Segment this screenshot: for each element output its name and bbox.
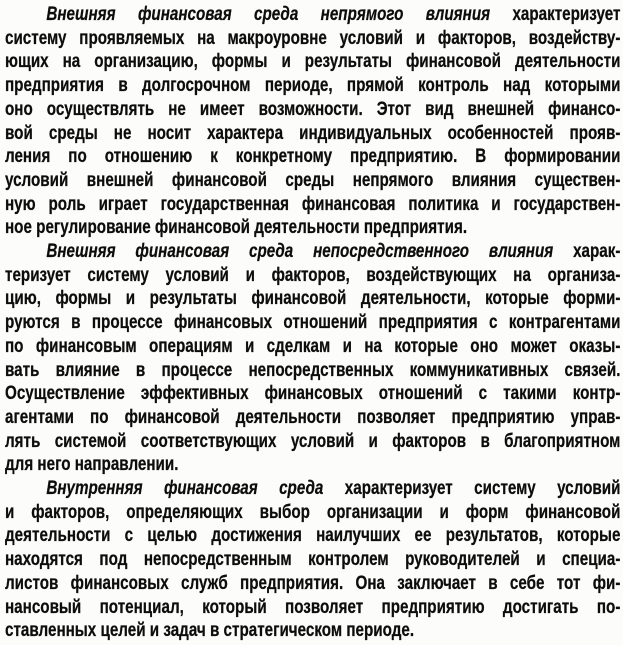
text-line xyxy=(5,524,620,548)
text-line xyxy=(5,145,620,169)
text-segment: характеризует xyxy=(490,3,621,25)
text-segment: деятельности с целью достижения наилучших ее результатов, которые xyxy=(5,524,621,547)
paragraph xyxy=(5,477,620,643)
text-segment: вой среды не носит характера индивидуальных особенностей прояв- xyxy=(5,121,621,144)
text-line xyxy=(5,430,620,454)
text-segment: лять системой соответствующих условий и факторов в благоприятном xyxy=(5,429,621,452)
text-line xyxy=(5,216,620,240)
text-line xyxy=(5,287,620,311)
text-segment: условий внешней финансовой среды непрямого влияния существен- xyxy=(5,168,621,191)
paragraph xyxy=(5,240,620,477)
text-line xyxy=(5,548,620,572)
text-line xyxy=(5,596,620,620)
text-line xyxy=(5,501,620,525)
text-segment: ное регулирование финансовой деятельности предприятия. xyxy=(5,216,468,239)
text-line xyxy=(5,50,620,74)
text-line xyxy=(5,122,620,146)
text-line xyxy=(5,335,620,359)
text-segment: агентами по финансовой деятельности позволяет предприятию управ- xyxy=(5,405,621,428)
text-line xyxy=(5,264,620,288)
text-line xyxy=(5,477,620,501)
paragraph xyxy=(5,3,620,240)
text-line xyxy=(5,98,620,122)
text-line xyxy=(5,453,620,477)
text-segment: по финансовым операциям и сделкам и на которые оно может оказы- xyxy=(5,334,621,357)
text-line xyxy=(5,27,620,51)
text-segment: вать влияние в процессе непосредственных коммуникативных связей. xyxy=(5,358,621,381)
text-segment-italic: Внутренняя финансовая среда xyxy=(46,477,324,500)
text-segment: ющих на организацию, формы и результаты финансовой деятельности xyxy=(5,50,621,73)
text-segment: ставленных целей и задач в стратегическом периоде. xyxy=(5,619,415,642)
text-line xyxy=(5,169,620,193)
text-line xyxy=(5,3,620,27)
text-segment-italic: Внешняя финансовая среда непосредственного влияния xyxy=(46,240,554,263)
text-segment: и факторов, определяющих выбор организации и форм финансовой xyxy=(5,500,621,523)
text-segment: харак- xyxy=(553,240,621,263)
text-segment: листов финансовых служб предприятия. Она заключает в себе тот фи- xyxy=(5,571,621,594)
text-segment: характеризует систему условий xyxy=(323,477,621,500)
text-block xyxy=(5,3,620,643)
text-segment: ления по отношению к конкретному предприятию. В формировании xyxy=(5,145,621,168)
text-line xyxy=(5,619,620,643)
text-line xyxy=(5,572,620,596)
text-segment: нансовый потенциал, который позволяет предприятию достигать по- xyxy=(5,595,621,618)
text-segment: оно осуществлять не имеет возможности. Этот вид внешней финансо- xyxy=(5,97,621,120)
text-segment: предприятия в долгосрочном периоде, прямой контроль над которыми xyxy=(5,74,621,97)
text-segment: цию, формы и результаты финансовой деятельности, которые форми- xyxy=(5,287,621,310)
text-line xyxy=(5,359,620,383)
text-segment: ную роль играет государственная финансовая политика и государствен- xyxy=(5,192,621,215)
text-line xyxy=(5,193,620,217)
text-segment: теризует систему условий и факторов, воздействующих на организа- xyxy=(5,263,621,286)
text-line xyxy=(5,406,620,430)
text-line xyxy=(5,311,620,335)
text-segment: систему проявляемых на макроуровне условий и факторов, воздейству- xyxy=(5,26,621,49)
text-segment: находятся под непосредственным контролем руководителей и специа- xyxy=(5,548,621,571)
text-line xyxy=(5,74,620,98)
text-segment-italic: Внешняя финансовая среда непрямого влияния xyxy=(46,3,491,25)
text-segment: руются в процессе финансовых отношений предприятия с контрагентами xyxy=(5,311,621,334)
text-segment: Осуществление эффективных финансовых отношений с такими контр- xyxy=(5,382,621,405)
text-line xyxy=(5,240,620,264)
text-segment: для него направлении. xyxy=(5,453,179,476)
text-line xyxy=(5,382,620,406)
